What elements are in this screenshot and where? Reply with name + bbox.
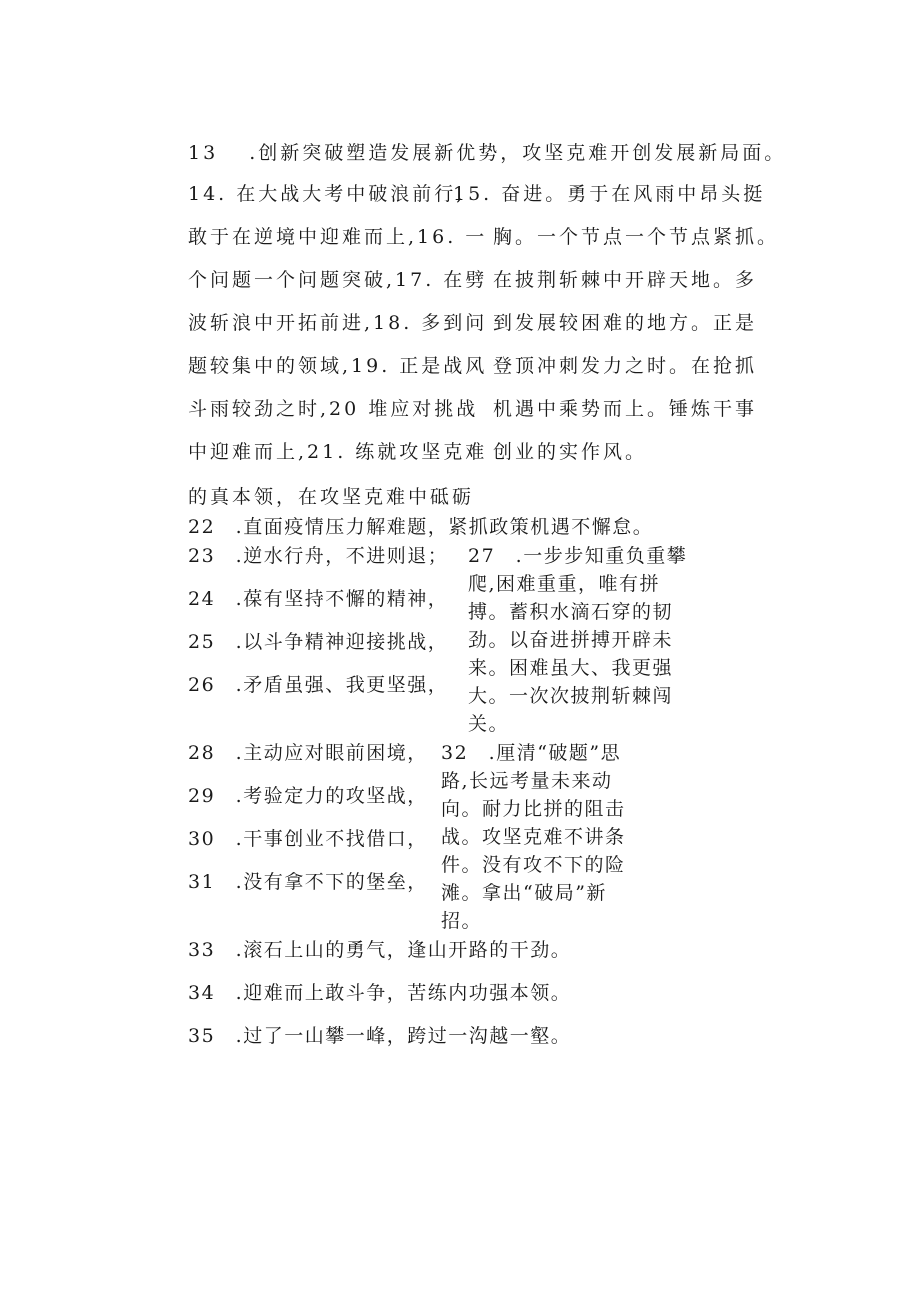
block2-right-line: 劲。以奋进拼搏开辟未 (468, 629, 674, 651)
block2-left-line: 26 .矛盾虽强、我更坚强， (188, 674, 449, 696)
block1-left-line: 的真本领，在攻坚克难中砥砺 (188, 486, 475, 508)
block1-right-line: 胸。一个节点一个节点紧抓。 (493, 226, 780, 248)
block1-left-line: 个问题一个问题突破,17. 在劈 (188, 269, 488, 291)
block1-right-line: 登顶冲刺发力之时。在抢抓 (493, 355, 758, 377)
line-13: 13 .创新突破塑造发展新优势，攻坚克难开创发展新局面。 (188, 142, 787, 164)
block1-left-line: 14. 在大战大考中破浪前行, (188, 183, 466, 205)
block2-right-line: 关。 (468, 713, 510, 735)
block2-right-line: 来。困难虽大、我更强 (468, 657, 674, 679)
block3-right-line: 路,长远考量未来动 (441, 770, 613, 792)
line-33: 33 .滚石上山的勇气，逢山开路的干劲。 (188, 939, 572, 961)
block2-right-line: 搏。蓄积水滴石穿的韧 (468, 601, 674, 623)
block1-left-line: 中迎难而上,21. 练就攻坚克难 (188, 441, 488, 463)
block3-left-line: 29 .考验定力的攻坚战， (188, 785, 428, 807)
line-35: 35 .过了一山攀一峰，跨过一沟越一壑。 (188, 1025, 572, 1047)
block2-left-line: 25 .以斗争精神迎接挑战， (188, 631, 449, 653)
block3-right-line: 战。攻坚克难不讲条 (441, 826, 626, 848)
block3-right-line: 招。 (441, 910, 483, 932)
block1-left-line: 题较集中的领域,19. 正是战风 (188, 355, 488, 377)
block1-right-line: 15. 奋进。勇于在风雨中昂头挺 (453, 183, 766, 205)
block2-right-line: 大。一次次披荆斩棘闯 (468, 685, 674, 707)
block3-right-line: 向。耐力比拼的阻击 (441, 798, 626, 820)
block3-right-line: 件。没有攻不下的险 (441, 854, 626, 876)
block2-left-line: 23 .逆水行舟，不进则退； (188, 545, 449, 567)
block3-right-line: 32 .厘清“破题”思 (441, 742, 622, 764)
block1-right-line: 创业的实作风。 (493, 441, 648, 463)
block3-left-line: 31 .没有拿不下的堡垒， (188, 871, 428, 893)
block1-right-line: 在披荆斩棘中开辟天地。多 (493, 269, 758, 291)
line-34: 34 .迎难而上敢斗争，苦练内功强本领。 (188, 982, 572, 1004)
block1-left-line: 斗雨较劲之时,20 堆应对挑战 (188, 398, 479, 420)
block2-left-line: 24 .葆有坚持不懈的精神， (188, 588, 449, 610)
line-22: 22 .直面疫情压力解难题，紧抓政策机遇不懈怠。 (188, 516, 654, 538)
block1-left-line: 敢于在逆境中迎难而上,16. 一 (188, 226, 488, 248)
block2-right-line: 27 .一步步知重负重攀 (468, 545, 688, 567)
block3-right-line: 滩。拿出“破局”新 (441, 882, 607, 904)
block1-right-line: 机遇中乘势而上。锤炼干事 (493, 398, 758, 420)
block3-left-line: 30 .干事创业不找借口， (188, 828, 428, 850)
block3-left-line: 28 .主动应对眼前困境， (188, 742, 428, 764)
block1-left-line: 波斩浪中开拓前进,18. 多到问 (188, 312, 488, 334)
block1-right-line: 到发展较困难的地方。正是 (493, 312, 758, 334)
block2-right-line: 爬,困难重重，唯有拼 (468, 573, 661, 595)
